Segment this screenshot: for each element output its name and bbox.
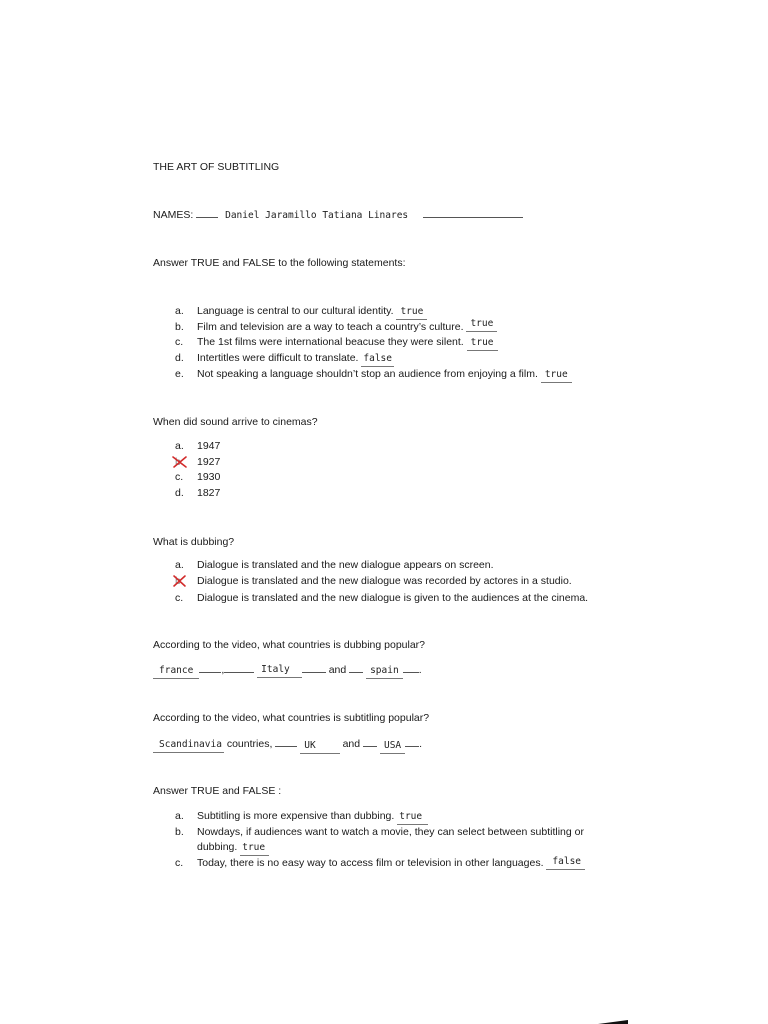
option-item[interactable]: c. 1930 (175, 471, 221, 483)
list-item: c. The 1st films were international beacuse they were silent. true (175, 335, 498, 351)
answer-field[interactable]: true (541, 368, 572, 383)
option-item-selected[interactable]: b. Dialogue is translated and the new dialogue was recorded by actores in a studio. (175, 575, 572, 587)
answer-field[interactable]: Scandinavia (153, 738, 224, 753)
option-item[interactable]: a. 1947 (175, 440, 221, 452)
section4-question: According to the video, what countries is dubbing popular? (153, 639, 426, 651)
answer-field[interactable]: false (361, 352, 394, 367)
x-check-icon (171, 455, 189, 469)
answer-field[interactable]: true (467, 336, 498, 351)
section6-instruction: Answer TRUE and FALSE : (153, 785, 282, 797)
answer-field[interactable]: false (546, 855, 585, 870)
list-item: c. Today, there is no easy way to access film or television in other languages. false (175, 856, 585, 872)
answer-field[interactable]: france (153, 664, 199, 679)
answer-field[interactable]: true (397, 810, 428, 825)
list-item: a. Subtitling is more expensive than dubbing. true (175, 809, 428, 825)
list-item: a. Language is central to our cultural identity. true (175, 304, 427, 320)
section3-question: What is dubbing? (153, 536, 235, 548)
list-item-continuation: dubbing. true (197, 840, 269, 856)
names-label: NAMES: (153, 209, 194, 221)
option-item[interactable]: a. Dialogue is translated and the new dialogue appears on screen. (175, 559, 494, 571)
option-item-selected[interactable]: b. 1927 (175, 456, 221, 468)
answer-field[interactable]: true (396, 305, 427, 320)
answer-field[interactable]: true (240, 841, 269, 856)
subtitling-answers-line: Scandinavia countries, UK and USA . (153, 736, 422, 753)
list-item: b. Nowdays, if audiences want to watch a movie, they can select between subtitling or (175, 826, 584, 838)
names-value[interactable]: Daniel Jaramillo Tatiana Linares (225, 210, 409, 221)
answer-field[interactable]: Italy (257, 663, 302, 678)
names-line (153, 207, 523, 223)
answer-field[interactable]: UK (300, 739, 339, 754)
answer-field[interactable]: USA (380, 739, 405, 754)
list-item: e. Not speaking a language shouldn’t stop an audience from enjoying a film. true (175, 367, 572, 383)
x-check-icon (171, 574, 189, 588)
names-blank-lead[interactable] (196, 207, 218, 218)
answer-field[interactable]: true (466, 317, 497, 332)
option-item[interactable]: d. 1827 (175, 487, 221, 499)
answer-field[interactable]: spain (366, 664, 403, 679)
section1-instruction: Answer TRUE and FALSE to the following statements: (153, 257, 406, 269)
section5-question: According to the video, what countries is subtitling popular? (153, 712, 430, 724)
dubbing-answers-line: france , Italy and spain . (153, 662, 422, 679)
list-item: b. Film and television are a way to teach a country’s culture. true (175, 320, 497, 336)
page-title: THE ART OF SUBTITLING (153, 161, 280, 173)
scan-edge-artifact (598, 1020, 628, 1024)
option-item[interactable]: c. Dialogue is translated and the new dialogue is given to the audiences at the cinema. (175, 592, 589, 604)
section2-question: When did sound arrive to cinemas? (153, 416, 318, 428)
names-blank-trail[interactable] (423, 207, 523, 218)
list-item: d. Intertitles were difficult to translate. false (175, 351, 394, 367)
